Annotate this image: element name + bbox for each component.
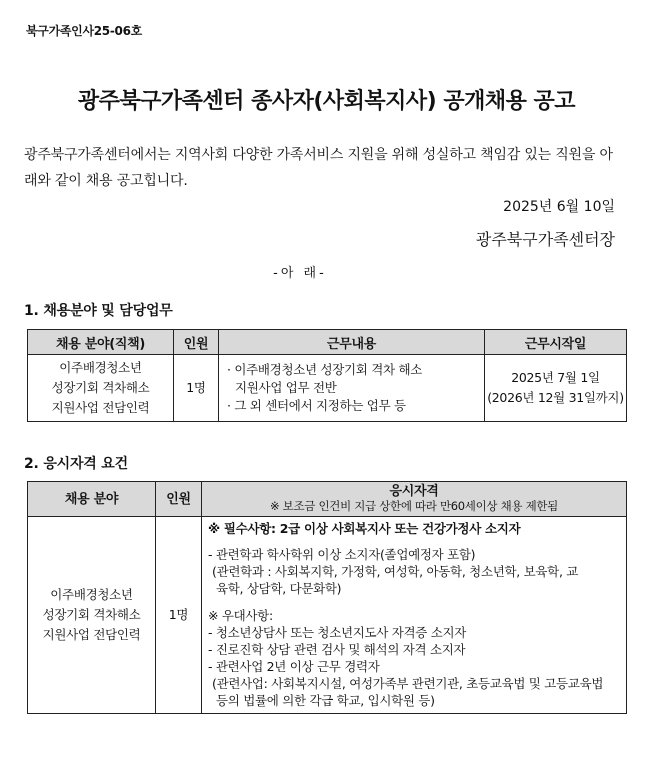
section1-heading: 1. 채용분야 및 담당업무	[24, 303, 173, 319]
recruitment-table	[27, 329, 627, 422]
req-line: (관련학과 : 사회복지학, 가정학, 여성학, 아동학, 청소년학, 보육학, 교	[212, 564, 579, 579]
duty-line: 지원사업 업무 전반	[235, 380, 337, 395]
field-line: 성장기회 격차해소	[42, 607, 141, 622]
field-line: 이주배경청소년	[59, 360, 142, 375]
header-qualification	[202, 482, 627, 517]
field-cell	[28, 517, 156, 714]
req-line: - 관련학과 학사학위 이상 소지자(졸업예정자 포함)	[208, 547, 476, 562]
pref-line: - 관련사업 2년 이상 근무 경력자	[208, 659, 380, 674]
count-cell: 1명	[156, 517, 202, 714]
pref-line: (관련사업: 사회복지시설, 여성가족부 관련기관, 초등교육법 및 고등교육법	[212, 676, 604, 691]
field-line: 지원사업 전담인력	[42, 627, 141, 642]
header-start-date: 근무시작일	[485, 330, 627, 355]
header-count: 인원	[156, 482, 202, 517]
field-line: 성장기회 격차해소	[51, 380, 150, 395]
preferred-title: ※ 우대사항:	[208, 608, 273, 623]
section2-heading: 2. 응시자격 요건	[24, 456, 128, 472]
table-row	[28, 355, 627, 422]
pref-line: 등의 법률에 의한 각급 학교, 입시학원 등)	[216, 693, 435, 708]
qualification-table	[27, 481, 627, 714]
qualification-cell	[202, 517, 627, 714]
start-date: 2025년 7월 1일	[511, 370, 600, 385]
header-count: 인원	[174, 330, 219, 355]
announcement-date: 2025년 6월 10일	[503, 199, 615, 215]
table-row	[28, 517, 627, 714]
required-item: ※ 필수사항: 2급 이상 사회복지사 또는 건강가정사 소지자	[208, 521, 521, 536]
field-line: 이주배경청소년	[50, 587, 133, 602]
qualification-title: 응시자격	[389, 484, 439, 499]
field-line: 지원사업 전담인력	[51, 400, 150, 415]
field-cell	[28, 355, 174, 422]
duty-line: · 이주배경청소년 성장기회 격차 해소	[227, 362, 422, 377]
header-field: 채용 분야	[28, 482, 156, 517]
pref-line: - 진로진학 상담 관련 검사 및 해석의 자격 소지자	[208, 642, 466, 657]
organization-signature: 광주북구가족센터장	[475, 230, 615, 249]
req-line: 육학, 상담학, 다문화학)	[216, 581, 342, 596]
header-duties: 근무내용	[219, 330, 485, 355]
duty-line: · 그 외 센터에서 지정하는 업무 등	[227, 398, 406, 413]
header-field: 채용 분야(직책)	[28, 330, 174, 355]
recruitment-header-row	[28, 330, 627, 355]
pref-line: - 청소년상담사 또는 청소년지도사 자격증 소지자	[208, 625, 467, 640]
separator-below: -아 래-	[273, 266, 327, 281]
qualification-header-row	[28, 482, 627, 517]
count-cell: 1명	[174, 355, 219, 422]
duties-cell	[219, 355, 485, 422]
page-title: 광주북구가족센터 종사자(사회복지사) 공개채용 공고	[77, 89, 576, 114]
intro-paragraph: 광주북구가족센터에서는 지역사회 다양한 가족서비스 지원을 위해 성실하고 책임감 있는 직원을 아래와 같이 채용 공고힙니다.	[24, 147, 613, 189]
qualification-note: ※ 보조금 인건비 지급 상한에 따라 만60세이상 채용 제한됨	[269, 499, 558, 513]
start-date-cell	[485, 355, 627, 422]
end-date: (2026년 12월 31일까지)	[487, 390, 624, 405]
document-number: 북구가족인사25-06호	[26, 24, 142, 38]
